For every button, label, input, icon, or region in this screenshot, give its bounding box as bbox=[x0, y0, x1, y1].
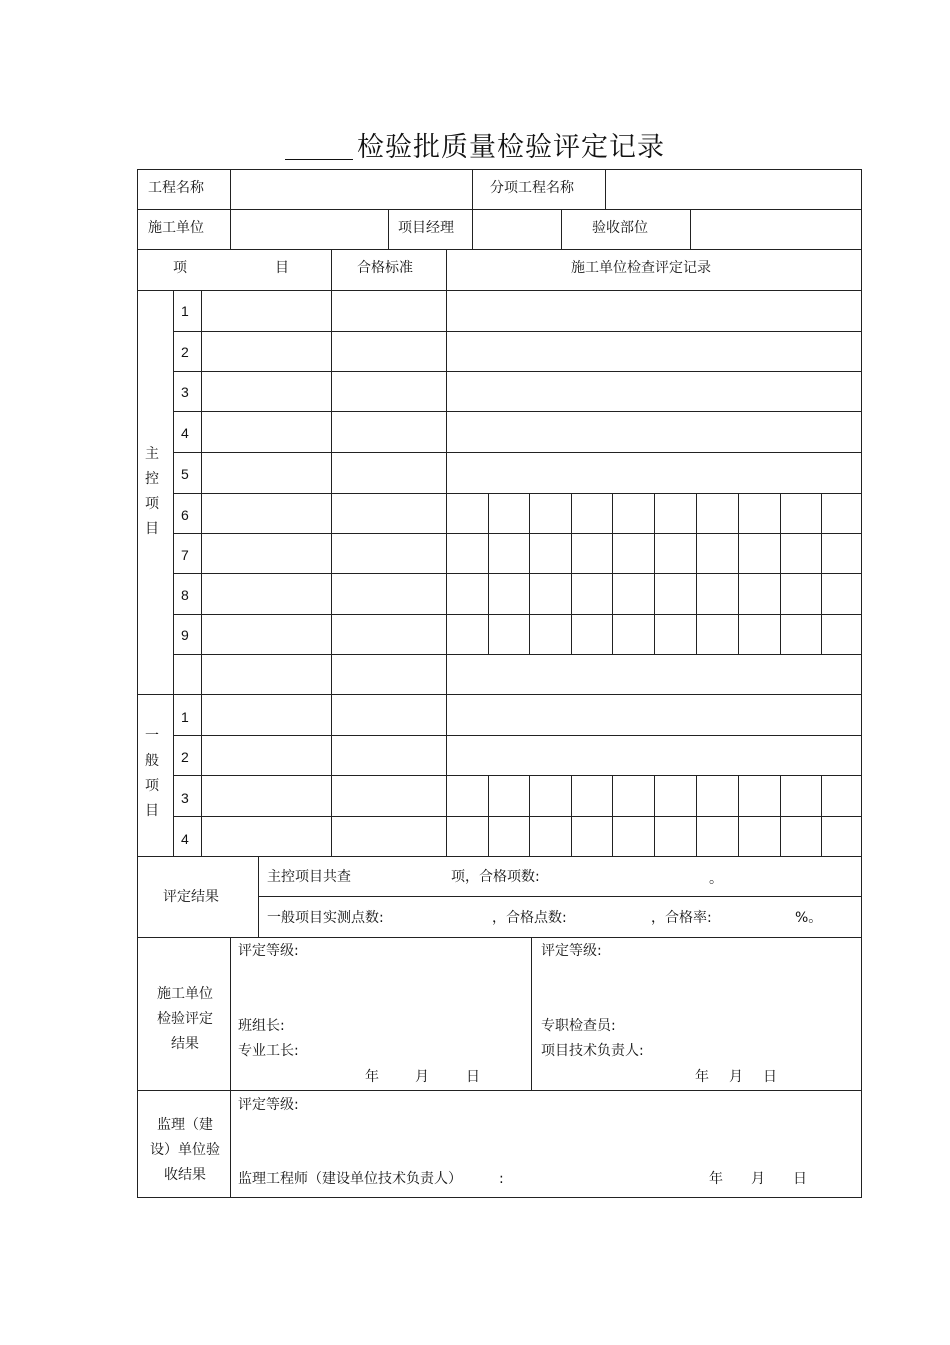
project-name-label: 工程名称 bbox=[148, 180, 204, 196]
grid-line bbox=[137, 290, 862, 291]
grid-line bbox=[137, 209, 862, 210]
main-item-number: 3 bbox=[181, 384, 189, 400]
grid-line bbox=[137, 694, 862, 695]
grid-line bbox=[696, 493, 697, 655]
grid-line bbox=[137, 249, 862, 250]
date-day: 日 bbox=[793, 1171, 807, 1187]
tech-lead-label: 项目技术负责人: bbox=[541, 1043, 644, 1059]
grid-line bbox=[780, 775, 781, 857]
general-item-number: 3 bbox=[181, 790, 189, 806]
grid-line bbox=[173, 371, 862, 372]
main-item-number: 5 bbox=[181, 466, 189, 482]
grid-line bbox=[780, 493, 781, 655]
foreman-label: 专业工长: bbox=[238, 1043, 299, 1059]
supervisor-result-label: 监理（建 设）单位验 收结果 bbox=[150, 1117, 220, 1183]
grid-line bbox=[173, 411, 862, 412]
percent-mark: %。 bbox=[795, 910, 823, 926]
general-item-number: 4 bbox=[181, 831, 189, 847]
date-month: 月 bbox=[751, 1171, 765, 1187]
grid-line bbox=[137, 169, 862, 170]
grid-line bbox=[446, 249, 447, 291]
general-item-number: 2 bbox=[181, 749, 189, 765]
main-item-number: 9 bbox=[181, 627, 189, 643]
grid-line bbox=[201, 290, 202, 857]
grid-line bbox=[738, 493, 739, 655]
grid-line bbox=[173, 573, 862, 574]
grid-line bbox=[612, 775, 613, 857]
grid-line bbox=[861, 169, 862, 1198]
main-item-number: 4 bbox=[181, 425, 189, 441]
grid-line bbox=[531, 937, 532, 1091]
grid-line bbox=[612, 493, 613, 655]
contractor-label: 施工单位 bbox=[148, 220, 204, 236]
grid-line bbox=[173, 816, 862, 817]
grid-line bbox=[173, 654, 862, 655]
supervising-engineer-label: 监理工程师（建设单位技术负责人） bbox=[238, 1171, 462, 1187]
main-item-number: 8 bbox=[181, 587, 189, 603]
grid-line bbox=[605, 169, 606, 210]
contractor-result-label: 施工单位 检验评定 结果 bbox=[157, 986, 213, 1052]
pass-points-label: ，合格点数: bbox=[492, 910, 567, 926]
title-text: 检验批质量检验评定记录 bbox=[357, 132, 665, 163]
date-year: 年 bbox=[695, 1069, 709, 1085]
sub-project-label: 分项工程名称 bbox=[490, 180, 574, 196]
column-item-a: 项 bbox=[173, 260, 187, 276]
column-record: 施工单位检查评定记录 bbox=[571, 260, 711, 276]
grid-line bbox=[258, 896, 862, 897]
column-item-b: 目 bbox=[275, 260, 289, 276]
general-item-number: 1 bbox=[181, 709, 189, 725]
grid-line bbox=[388, 209, 389, 250]
date-month: 月 bbox=[415, 1069, 429, 1085]
main-item-number: 1 bbox=[181, 303, 189, 319]
date-day: 日 bbox=[466, 1069, 480, 1085]
grid-line bbox=[488, 775, 489, 857]
grid-line bbox=[230, 169, 231, 250]
date-year: 年 bbox=[365, 1069, 379, 1085]
grid-line bbox=[137, 856, 862, 857]
team-leader-label: 班组长: bbox=[238, 1018, 285, 1034]
grid-line bbox=[331, 290, 332, 857]
main-end-mark: 。 bbox=[709, 871, 723, 887]
grid-line bbox=[173, 493, 862, 494]
main-item-number: 2 bbox=[181, 344, 189, 360]
grid-line bbox=[137, 1197, 862, 1198]
grid-line bbox=[173, 735, 862, 736]
grid-line bbox=[137, 1090, 862, 1091]
grid-line bbox=[173, 290, 174, 857]
main-item-number: 6 bbox=[181, 507, 189, 523]
date-month: 月 bbox=[729, 1069, 743, 1085]
grid-line bbox=[821, 775, 822, 857]
general-items-label: 一 般 项 目 bbox=[145, 728, 159, 819]
acceptance-part-label: 验收部位 bbox=[592, 220, 648, 236]
column-standard: 合格标准 bbox=[357, 260, 413, 276]
general-points-label: 一般项目实测点数: bbox=[267, 910, 384, 926]
grid-line bbox=[137, 169, 138, 1198]
grid-line bbox=[173, 452, 862, 453]
grid-line bbox=[529, 775, 530, 857]
manager-label: 项目经理 bbox=[398, 220, 454, 236]
grid-line bbox=[137, 937, 862, 938]
grid-line bbox=[690, 209, 691, 250]
supervisor-grade-label: 评定等级: bbox=[238, 1097, 299, 1113]
grid-line bbox=[529, 493, 530, 655]
contractor-grade-right: 评定等级: bbox=[541, 943, 602, 959]
grid-line bbox=[472, 169, 473, 210]
date-year: 年 bbox=[709, 1171, 723, 1187]
grid-line bbox=[654, 493, 655, 655]
main-item-number: 7 bbox=[181, 547, 189, 563]
main-items-label: 主 控 项 目 bbox=[145, 446, 159, 537]
grid-line bbox=[173, 331, 862, 332]
grid-line bbox=[654, 775, 655, 857]
grid-line bbox=[173, 614, 862, 615]
main-check-label: 主控项目共查 bbox=[267, 869, 351, 885]
grid-line bbox=[446, 290, 447, 857]
grid-line bbox=[561, 209, 562, 250]
main-items-unit-label: 项，合格项数: bbox=[451, 869, 540, 885]
grid-line bbox=[258, 856, 259, 938]
page-title bbox=[0, 125, 950, 164]
pass-rate-label: ，合格率: bbox=[651, 910, 712, 926]
engineer-colon: : bbox=[499, 1171, 504, 1187]
grid-line bbox=[696, 775, 697, 857]
grid-line bbox=[571, 493, 572, 655]
grid-line bbox=[738, 775, 739, 857]
grid-line bbox=[488, 493, 489, 655]
grid-line bbox=[821, 493, 822, 655]
grid-line bbox=[173, 775, 862, 776]
grid-line bbox=[331, 249, 332, 291]
evaluation-label: 评定结果 bbox=[163, 889, 219, 905]
date-day: 日 bbox=[763, 1069, 777, 1085]
contractor-grade-left: 评定等级: bbox=[238, 943, 299, 959]
grid-line bbox=[571, 775, 572, 857]
grid-line bbox=[472, 209, 473, 250]
title-blank bbox=[285, 133, 353, 160]
grid-line bbox=[173, 533, 862, 534]
inspector-label: 专职检查员: bbox=[541, 1018, 616, 1034]
